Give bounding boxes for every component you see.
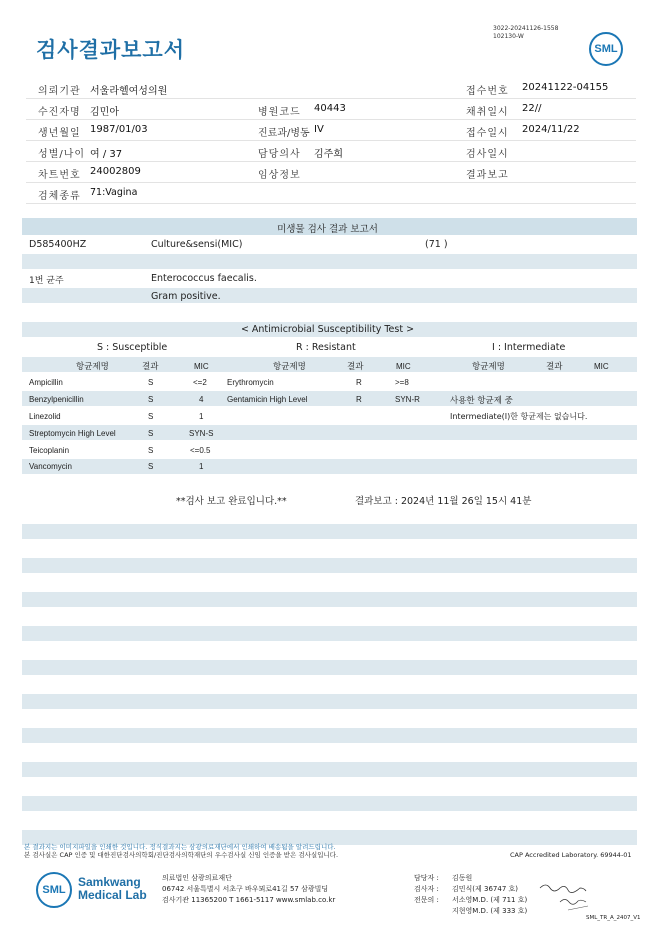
band-row [22,391,637,406]
value-sex-age: 여 / 37 [90,149,123,160]
value-patient-name: 김민아 [90,107,119,118]
drug-mic: <=0.5 [190,446,211,455]
empty-band [22,694,637,709]
empty-band [22,660,637,675]
label-specimen-type: 검체종류 [38,191,81,202]
org-contact: 검사기관 11365200 T 1661-5117 www.smlab.co.kr [162,896,336,904]
empty-band [22,796,637,811]
empty-band [22,558,637,573]
drug-mic: >=8 [395,378,409,387]
drug-result: S [148,446,154,455]
org-name: 의료법인 삼광의료재단 [162,874,232,882]
form-id: SML_TR_A_2407_V1 [586,915,641,921]
label-report-date: 결과보고 [466,170,509,181]
document-id-line-2: 102130-W [493,33,524,40]
label-collection-date: 채취일시 [466,107,509,118]
sml-footer-logo: SML [36,872,72,908]
isolate-label: 1번 균주 [29,276,64,286]
staff-name: 서소영M.D. (제 711 호) [452,896,528,904]
drug-result: S [148,462,154,471]
info-row-1 [26,78,636,99]
empty-band [22,524,637,539]
document-id-line-1: 3022-20241126-1558 [493,25,559,32]
col-result-1: 결과 [142,362,159,372]
band-row [22,357,637,372]
report-complete: **검사 보고 완료입니다.** [176,496,287,507]
brand-name-line-2: Medical Lab [78,888,147,902]
drug-mic: 4 [199,395,204,404]
test-number: (71 ) [425,239,448,250]
test-code: D585400HZ [29,239,87,250]
cap-accreditation: CAP Accredited Laboratory. 69944-01 [510,851,632,859]
label-doctor: 담당의사 [258,149,301,160]
drug-name: Ampicillin [29,378,63,387]
label-department: 진료과/병동 [258,128,310,139]
drug-name: Linezolid [29,412,61,421]
label-receipt-date: 접수일시 [466,128,509,139]
label-hospital-code: 병원코드 [258,107,301,118]
label-patient-name: 수진자명 [38,107,81,118]
drug-name: Vancomycin [29,462,72,471]
ast-title: < Antimicrobial Susceptibility Test > [240,324,415,335]
col-mic-3: MIC [594,362,609,371]
org-address: 06742 서울특별시 서초구 바우뫼로41길 57 삼광빌딩 [162,885,329,893]
col-drug-2: 항균제명 [273,362,306,372]
label-requesting-org: 의뢰기관 [38,86,81,97]
organism-name: Enterococcus faecalis. [151,273,257,284]
legend-susceptible: S : Susceptible [97,342,168,353]
label-clinical-info: 임상정보 [258,170,301,181]
drug-result: R [356,378,362,387]
staff-name: 지현영M.D. (제 333 호) [452,907,528,915]
band-row [22,254,637,269]
col-result-2: 결과 [347,362,364,372]
value-receipt-date: 2024/11/22 [522,124,580,135]
info-row-5 [26,162,636,183]
drug-mic: 1 [199,462,204,471]
label-receipt-number: 접수번호 [466,86,509,97]
label-birth-date: 생년월일 [38,128,81,139]
staff-role: 검사자 : [414,885,439,893]
legend-resistant: R : Resistant [296,342,356,353]
value-birth-date: 1987/01/03 [90,124,148,135]
intermediate-note-line-2: Intermediate(I)한 항균제는 없습니다. [450,412,588,421]
value-collection-date: 22// [522,103,542,114]
drug-result: S [148,412,154,421]
document-id [493,25,558,41]
col-drug-3: 항균제명 [472,362,505,372]
gram-stain: Gram positive. [151,291,221,302]
empty-band [22,762,637,777]
staff-role: 담당자 : [414,874,439,882]
col-mic-1: MIC [194,362,209,371]
brand-name [78,876,147,902]
drug-result: R [356,395,362,404]
drug-mic: <=2 [193,378,207,387]
drug-mic: SYN-R [395,395,420,404]
info-row-6 [26,183,636,204]
test-name: Culture&sensi(MIC) [151,239,243,250]
drug-mic: SYN-S [189,429,214,438]
empty-band [22,728,637,743]
band-row [22,288,637,303]
brand-name-line-1: Samkwang [78,875,141,889]
drug-result: S [148,395,154,404]
value-receipt-number: 20241122-04155 [522,82,609,93]
micro-section-title: 미생물 검사 결과 보고서 [277,224,378,235]
page-title: 검사결과보고서 [36,38,186,62]
staff-name: 김동원 [452,874,473,882]
report-time: 결과보고 : 2024년 11월 26일 15시 41분 [355,496,532,507]
label-chart-number: 차트번호 [38,170,81,181]
label-sex-age: 성별/나이 [38,149,86,160]
image-print-notice: 본 결과지는 이미지파일을 인쇄한 것입니다. 정식결과지는 삼광의료재단에서 인쇄하여 배송됨을 알려드립니다. [24,843,336,851]
empty-band [22,592,637,607]
value-department: IV [314,124,324,135]
drug-mic: 1 [199,412,204,421]
info-row-4 [26,141,636,162]
drug-name: Streptomycin High Level [29,429,116,438]
value-doctor: 김주희 [314,149,343,160]
staff-name: 김민식(제 36747 호) [452,885,518,893]
legend-intermediate: I : Intermediate [492,342,566,353]
value-requesting-org: 서울라헬여성의원 [90,86,168,97]
empty-band [22,626,637,641]
col-mic-2: MIC [396,362,411,371]
col-result-3: 결과 [546,362,563,372]
value-chart-number: 24002809 [90,166,141,177]
accreditation-notice: 본 검사실은 CAP 인증 및 대한진단검사의학회/진단검사의학재단의 우수검사실 신임 인증을 받은 검사실입니다. [24,851,339,859]
drug-name: Benzylpenicillin [29,395,84,404]
value-specimen-type: 71:Vagina [90,187,138,198]
staff-role: 전문의 : [414,896,439,904]
sml-logo: SML [589,32,623,66]
drug-name: Teicoplanin [29,446,70,455]
drug-name: Gentamicin High Level [227,395,308,404]
info-row-3 [26,120,636,141]
band-row [22,459,637,474]
drug-result: S [148,378,154,387]
drug-result: S [148,429,154,438]
drug-name: Erythromycin [227,378,274,387]
info-row-2 [26,99,636,120]
value-hospital-code: 40443 [314,103,346,114]
signature-marks [538,880,598,914]
intermediate-note-line-1: 사용한 항균제 중 [450,396,513,406]
label-test-date: 검사일시 [466,149,509,160]
col-drug-1: 항균제명 [76,362,109,372]
